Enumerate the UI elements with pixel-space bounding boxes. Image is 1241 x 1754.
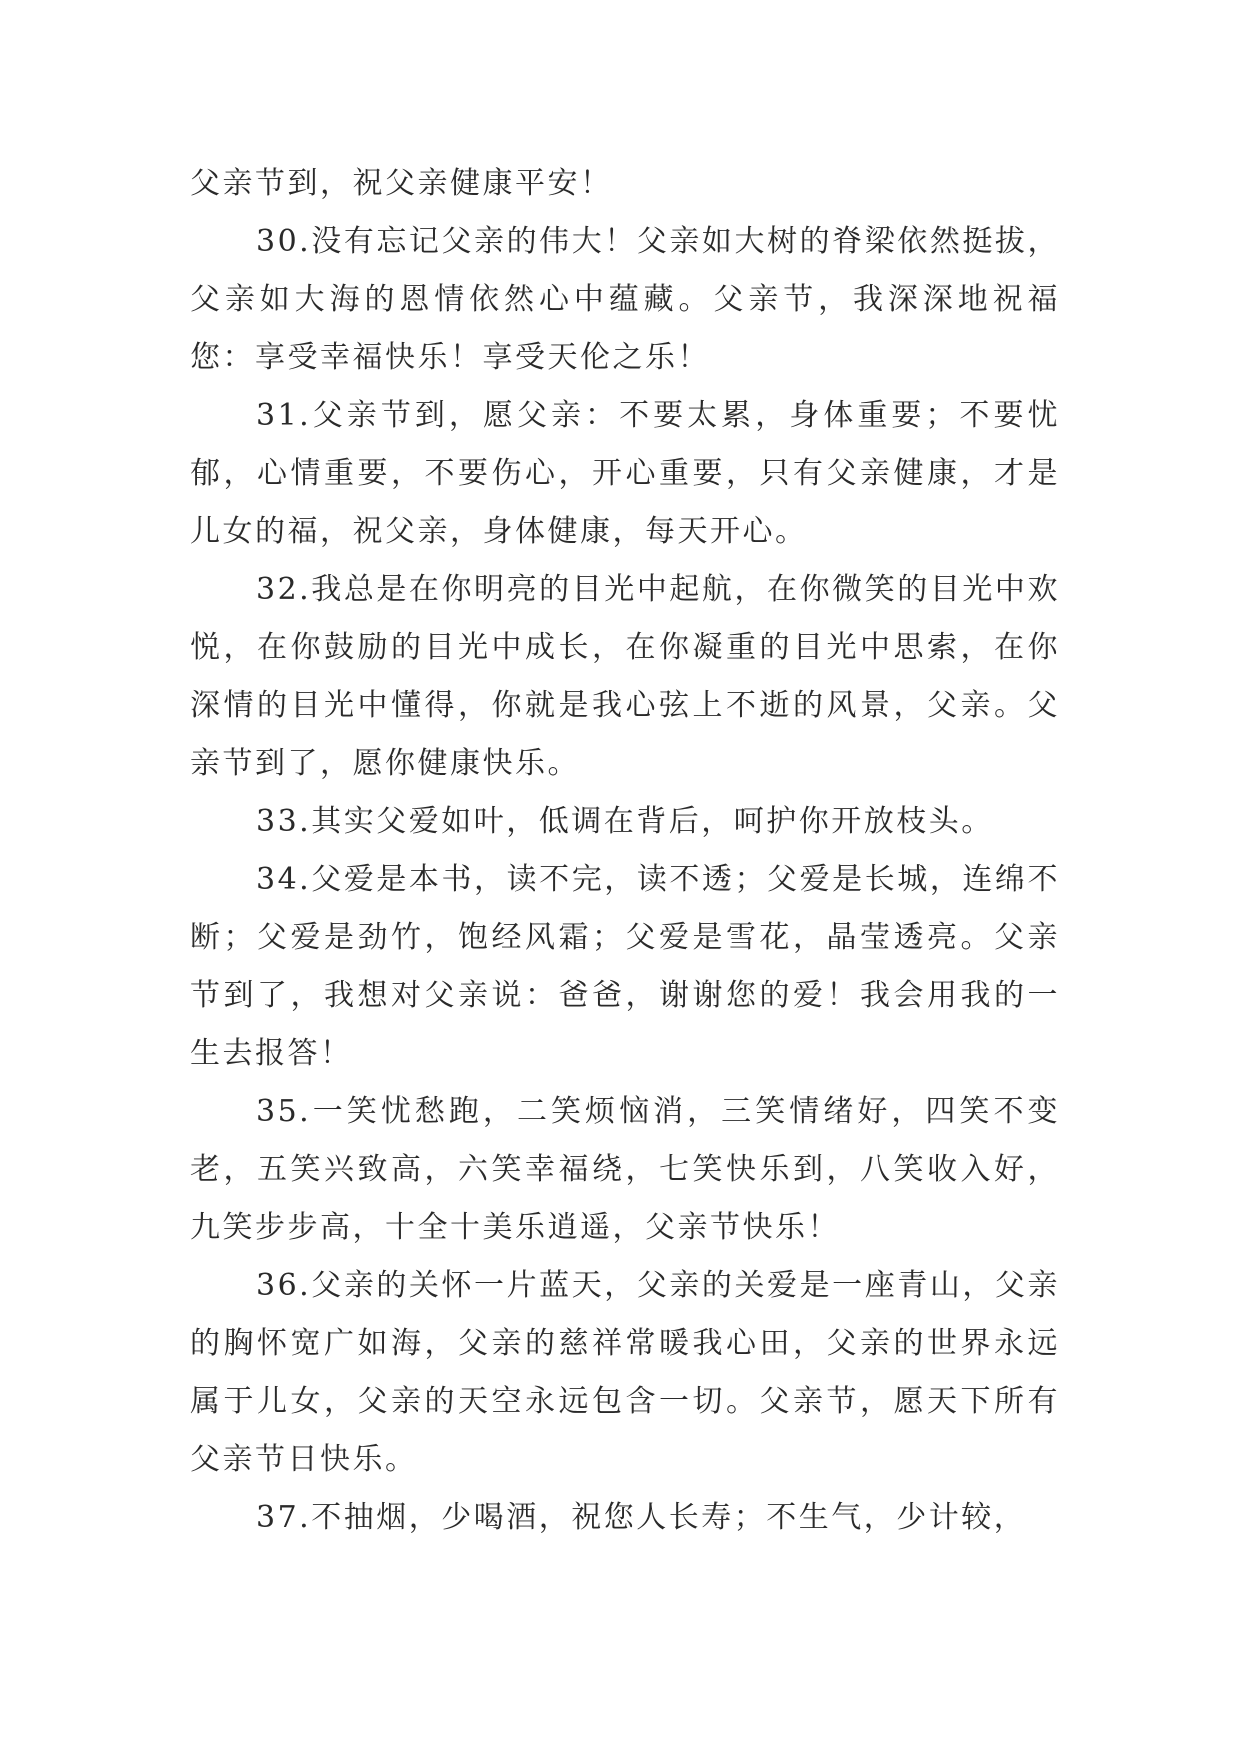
document-body [190, 155, 1060, 1547]
paragraph-32: 32.我总是在你明亮的目光中起航，在你微笑的目光中欢悦，在你鼓励的目光中成长，在你凝重的目光中思索，在你深情的目光中懂得，你就是我心弦上不逝的风景，父亲。父亲节到了，愿你健康快乐。 [190, 572, 1060, 781]
paragraph-continuation: 父亲节到，祝父亲健康平安！ [190, 166, 613, 201]
paragraph-35: 35.一笑忧愁跑，二笑烦恼消，三笑情绪好，四笑不变老，五笑兴致高，六笑幸福绕，七笑快乐到，八笑收入好，九笑步步高，十全十美乐逍遥，父亲节快乐！ [190, 1094, 1060, 1245]
paragraph-37: 37.不抽烟，少喝酒，祝您人长寿；不生气，少计较， [256, 1500, 1027, 1535]
paragraph-33: 33.其实父爱如叶，低调在背后，呵护你开放枝头。 [256, 804, 994, 839]
paragraph-31: 31.父亲节到，愿父亲：不要太累，身体重要；不要忧郁，心情重要，不要伤心，开心重要，只有父亲健康，才是儿女的福，祝父亲，身体健康，每天开心。 [190, 398, 1060, 549]
paragraph-30: 30.没有忘记父亲的伟大！父亲如大树的脊梁依然挺拔，父亲如大海的恩情依然心中蕴藏。父亲节，我深深地祝福您：享受幸福快乐！享受天伦之乐！ [190, 224, 1060, 375]
paragraph-36: 36.父亲的关怀一片蓝天，父亲的关爱是一座青山，父亲的胸怀宽广如海，父亲的慈祥常暖我心田，父亲的世界永远属于儿女，父亲的天空永远包含一切。父亲节，愿天下所有父亲节日快乐。 [190, 1268, 1060, 1477]
paragraph-34: 34.父爱是本书，读不完，读不透；父爱是长城，连绵不断；父爱是劲竹，饱经风霜；父爱是雪花，晶莹透亮。父亲节到了，我想对父亲说：爸爸，谢谢您的爱！我会用我的一生去报答！ [190, 862, 1060, 1071]
